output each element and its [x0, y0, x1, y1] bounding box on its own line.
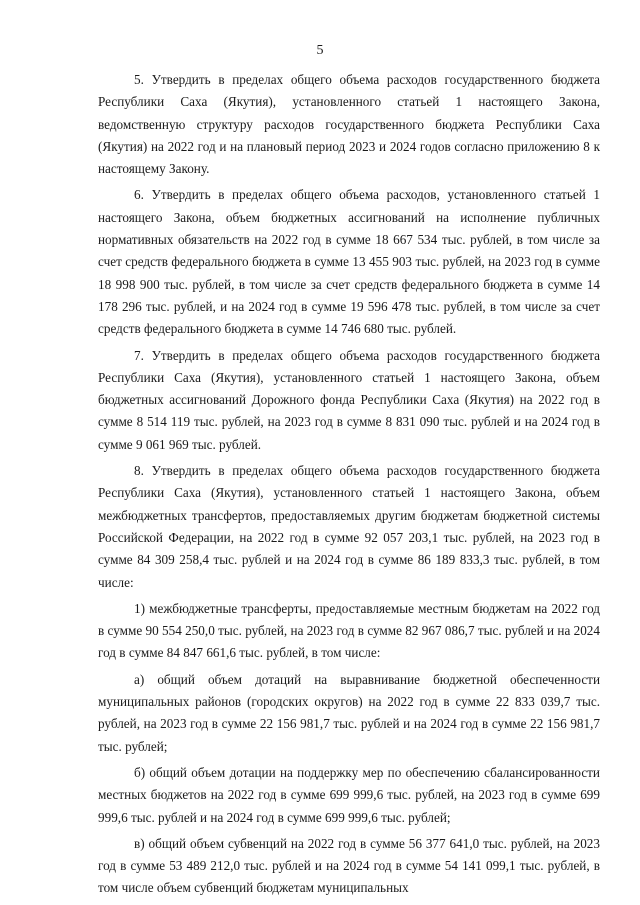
- paragraph-8-item-1c: в) общий объем субвенций на 2022 год в сумме 56 377 641,0 тыс. рублей, на 2023 год в сумме 53 489 212,0 тыс. рублей и на 2024 год в сумме 54 141 099,1 тыс. рублей, в том числе объем субвенций бюджетам муниципальных: [98, 835, 600, 896]
- paragraph-6: 6. Утвердить в пределах общего объема расходов, установленного статьей 1 настоящего Закона, объем бюджетных ассигнований на исполнение публичных нормативных обязательств на 2022 год в сумме 18 667 534 тыс. рублей, в том числе за счет средств федерального бюджета в сумме 13 455 903 тыс. рублей, на 2023 год в сумме 18 998 900 тыс. рублей, в том числе за счет средств федерального бюджета в сумме 14 178 296 тыс. рублей, и на 2024 год в сумме 19 596 478 тыс. рублей, в том числе за счет средств федерального бюджета в сумме 14 746 680 тыс. рублей.: [98, 187, 600, 337]
- paragraph-5: 5. Утвердить в пределах общего объема расходов государственного бюджета Республики Саха (Якутия), установленного статьей 1 настоящего Закона, ведомственную структуру расходов государственного бюджета Республики Саха (Якутия) на 2022 год и на плановый период 2023 и 2024 годов согласно приложению 8 к настоящему Закону.: [98, 72, 600, 177]
- paragraph-7: 7. Утвердить в пределах общего объема расходов государственного бюджета Республики Саха (Якутия), установленного статьей 1 настоящего Закона, объем бюджетных ассигнований Дорожного фонда Республики Саха (Якутия) на 2022 год в сумме 8 514 119 тыс. рублей, на 2023 год в сумме 8 831 090 тыс. рублей и на 2024 год в сумме 9 061 969 тыс. рублей.: [98, 347, 600, 452]
- paragraph-8-item-1: 1) межбюджетные трансферты, предоставляемые местным бюджетам на 2022 год в сумме 90 554 250,0 тыс. рублей, на 2023 год в сумме 82 967 086,7 тыс. рублей и на 2024 год в сумме 84 847 661,6 тыс. рублей, в том числе:: [98, 600, 600, 661]
- document-body: [98, 69, 600, 900]
- page-number: 5: [316, 43, 324, 58]
- paragraph-8-item-1b: б) общий объем дотации на поддержку мер по обеспечению сбалансированности местных бюджетов на 2022 год в сумме 699 999,6 тыс. рублей, на 2023 год в сумме 699 999,6 тыс. рублей и на 2024 год в сумме 699 999,6 тыс. рублей;: [98, 764, 600, 825]
- paragraph-8-item-1a: а) общий объем дотаций на выравнивание бюджетной обеспеченности муниципальных районов (городских округов) на 2022 год в сумме 22 833 039,7 тыс. рублей, на 2023 год в сумме 22 156 981,7 тыс. рублей и на 2024 год в сумме 22 156 981,7 тыс. рублей;: [98, 671, 600, 754]
- paragraph-8: 8. Утвердить в пределах общего объема расходов государственного бюджета Республики Саха (Якутия), установленного статьей 1 настоящего Закона, объем межбюджетных трансфертов, предоставляемых другим бюджетам бюджетной системы Российской Федерации, на 2022 год в сумме 92 057 203,1 тыс. рублей, на 2023 год в сумме 84 309 258,4 тыс. рублей и на 2024 год в сумме 86 189 833,3 тыс. рублей, в том числе:: [98, 463, 600, 590]
